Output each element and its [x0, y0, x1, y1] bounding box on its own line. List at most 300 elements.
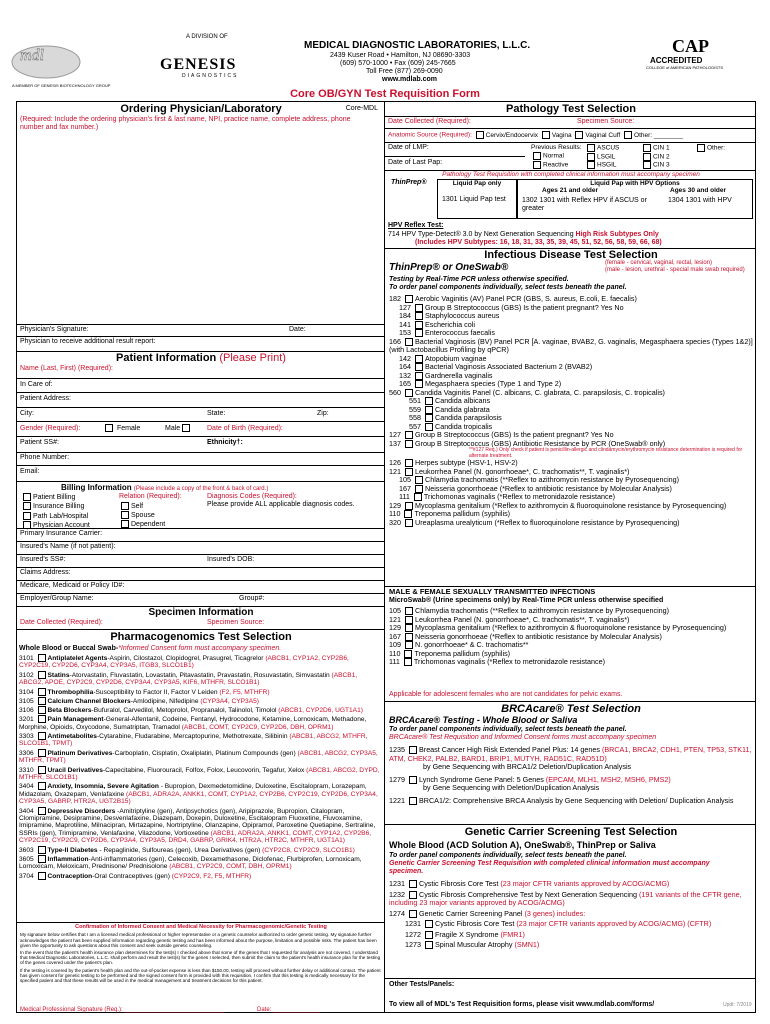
test-label: Gardnerella vaginalis — [425, 370, 493, 380]
test-label: Aerobic Vaginitis (AV) Panel PCR (GBS, S. aureus, E.coli, E. faecalis) — [415, 294, 637, 303]
test-714[interactable]: 714 HPV Type-Detect® 3.0 by Next Generation Sequencing High Risk Subtypes Only — [388, 231, 659, 238]
core-mdl-label: Core-MDL — [345, 105, 378, 112]
ethnicity-label: Ethnicity†: — [207, 439, 243, 446]
pgx-checkbox[interactable] — [38, 749, 46, 757]
test-checkbox[interactable] — [425, 397, 433, 405]
pgx-genes: (ABCB1, CYP1A2, CYP2B6, CYP2C19, CYP2D6, CYP3A4, CYP3A5, ITGB3, SLCO1B1) — [19, 654, 349, 670]
test-label: Lynch Syndrome Gene Panel: 5 Genes — [419, 774, 546, 784]
anatomic-option[interactable]: Other: ________ — [622, 132, 683, 139]
test-checkbox[interactable] — [415, 304, 423, 312]
pgx-drugs: -Cytarabine, Fludarabine, Mercaptopurine, Methotrexate, Silibinin — [96, 732, 290, 740]
liquid-hpv-box: Liquid Pap with HPV Options Ages 21 and older Ages 30 and older 1302 1301 with Reflex HPV if ASCUS or greater 1304 1301 with HPV — [517, 179, 753, 219]
patient-ssn-label: Patient SS#: — [20, 439, 59, 446]
pgx-test-item[interactable] — [19, 872, 381, 880]
test-checkbox[interactable] — [425, 414, 433, 422]
billing-options — [21, 493, 90, 530]
test-checkbox[interactable] — [425, 920, 433, 928]
test-label: Neisseria gonorrhoeae (*Reflex to antibiotic resistance by Molecular Analysis) — [415, 631, 662, 641]
sti-title: MALE & FEMALE SEXUALLY TRANSMITTED INFECTIONS — [389, 587, 596, 596]
test-label: Spinal Muscular Atrophy — [435, 940, 515, 949]
pgx-checkbox[interactable] — [38, 807, 46, 815]
genetic-subtitle: Whole Blood (ACD Solution A), OneSwab®, ThinPrep or Saliva — [389, 840, 656, 850]
rt-pcr-note: Testing by Real-Time PCR unless otherwise specified. — [389, 276, 569, 283]
test-checkbox[interactable] — [425, 931, 433, 939]
test-checkbox[interactable] — [405, 616, 413, 624]
test-checkbox[interactable] — [409, 776, 417, 784]
test-code: 111 — [389, 657, 402, 666]
pgx-checkbox[interactable] — [38, 654, 46, 662]
test-code: 137 — [389, 438, 403, 448]
other-result[interactable]: Other: — [695, 144, 725, 152]
test-label: Group B Streptococcus (GBS) Is the patient pregnant? Yes No — [425, 302, 624, 312]
phone-label: Phone Number: — [20, 454, 70, 461]
pgx-genes: (CYP3A4, CYP3A5) — [200, 697, 259, 705]
test-checkbox[interactable] — [405, 440, 413, 448]
test-code: 167 — [399, 483, 413, 493]
ordering-title: Ordering Physician/Laboratory — [120, 103, 282, 115]
test-range: (SMN1) — [514, 940, 540, 949]
billing-option[interactable]: Path Lab/Hospital — [21, 512, 90, 521]
genetic-test-item[interactable] — [389, 941, 753, 950]
pgx-name: Antiplatelet Agents — [47, 654, 108, 662]
test-code: 1232 — [389, 889, 407, 899]
test-checkbox[interactable] — [409, 880, 417, 888]
prev-reactive[interactable]: Reactive — [531, 161, 582, 170]
pgx-name: Pain Management — [47, 716, 104, 723]
member-note: A MEMBER OF GENESIS BIOTECHNOLOGY GROUP — [12, 83, 111, 88]
billing-option[interactable]: Physician Account — [21, 521, 90, 530]
pgx-test-item[interactable] — [19, 807, 381, 845]
test-checkbox[interactable] — [405, 519, 413, 527]
gender-male-option[interactable]: Male — [165, 424, 192, 433]
pgx-checkbox[interactable] — [38, 855, 46, 863]
insured-name-label: Insured's Name (if not patient): — [20, 543, 116, 550]
pgx-test-item[interactable] — [19, 749, 381, 765]
pgx-drugs: -Anti-inflammatories (gen), Celecoxib, Dexamethasone, Diclofenac, Flurbiprofen, Lornoxicam, Lornoxicam, Meloxicam, Prednisone/ Prednisolone — [19, 855, 362, 871]
pgx-genes: (ABCB1, ABCG2, APOE, CYP2C9, CYP2D6, CYP3A4, CYP3A5, KIF6, MTHFR, SLCO1B1) — [19, 671, 358, 686]
pgx-genes: (ABCB1, CYP2C9, COMT, DBH, OPRM1) — [169, 863, 292, 871]
test-checkbox[interactable] — [415, 312, 423, 320]
brca-test-item[interactable] — [389, 797, 753, 806]
test-checkbox[interactable] — [405, 459, 413, 467]
pgx-name: Antimetabolites — [47, 732, 97, 740]
test-code: 1274 — [389, 908, 407, 918]
genetic-test-item[interactable] — [389, 931, 753, 940]
pgx-list — [19, 654, 381, 881]
adolescent-note: Applicable for adolescent females who are not candidates for pelvic exams. — [389, 691, 623, 698]
consent-paragraph: In the event that the patient's health insurance plan determines for the test(s) I checked above that some of the genes that I requested for analysis are not covered, I understand that Medical Diagnostic Laboratories, L.L.C. shall perform and result the test(s) for the genes I selected, then submit the claim to the patient's health insurance plan for the testing of the genes covered under the patient's plan. — [20, 949, 381, 966]
test-code: 142 — [399, 353, 413, 363]
consent-box — [17, 922, 385, 1015]
pgx-test-item[interactable] — [19, 766, 381, 782]
female-checkbox[interactable] — [105, 424, 113, 432]
pgx-checkbox[interactable] — [38, 715, 46, 723]
test-checkbox[interactable] — [404, 510, 412, 518]
test-code: 1231 — [405, 919, 423, 928]
mdl-logo — [10, 38, 82, 82]
genetic-test-item[interactable] — [389, 880, 753, 889]
test-range: (FMR1) — [500, 929, 525, 939]
infectious-list — [389, 295, 753, 527]
pgx-name: Anxiety, Insomnia, Severe Agitation — [47, 783, 159, 790]
cin-option[interactable]: CIN 2 — [641, 153, 670, 162]
test-label: Bacterial Vaginosis Associated Bacterium 2 (BVAB2) — [425, 362, 593, 371]
anatomic-option[interactable]: Vagina — [540, 132, 572, 139]
test-label: Candida glabrata — [435, 404, 490, 414]
pgx-code: 3201 — [19, 716, 36, 723]
test-code: 558 — [409, 413, 423, 422]
consent-title: Confirmation of Informed Consent and Medical Necessity for Pharmacogenomic/Genetic Testing — [75, 924, 327, 930]
state-label: State: — [207, 410, 226, 417]
pgx-drugs: -Atorvastatin, Fluvastatin, Lovastatin, Pitavastatin, Pravastatin, Rosuvastatin, Simvastatin — [69, 671, 332, 679]
lab-website[interactable]: www.mdlab.com — [382, 76, 437, 83]
right-column — [384, 101, 756, 1013]
pgx-genes: (ABCB1, ADRA2A, ANKK1, COMT, CYP1A2, CYP2B6, CYP2C19, CYP2D6, CYP3A4, CYP3A5, GABRP, HTR2A, UGT2B15) — [19, 790, 378, 805]
gender-female-option[interactable]: Female — [103, 424, 140, 433]
pgx-code: 3102 — [19, 671, 36, 679]
pgx-checkbox[interactable] — [38, 766, 46, 774]
test-checkbox[interactable] — [415, 372, 423, 380]
pgx-drugs: -Carboplatin, Cisplatin, Oxaliplatin, Platinum Compounds (gen) — [112, 749, 298, 757]
test-code: 166 — [389, 336, 403, 346]
test-label: N. gonorrhoeae* & C. trachomatis** — [415, 640, 529, 649]
pgx-test-item[interactable] — [19, 706, 381, 714]
employer-label: Employer/Group Name: — [20, 595, 94, 602]
test-label: Chlamydia trachomatis (**Reflex to azithromycin resistance by Pyrosequencing) — [415, 606, 670, 615]
prev-normal[interactable]: Normal — [531, 152, 582, 161]
city-label: City: — [20, 410, 34, 417]
pgx-drugs: - Bupropion, Dexmedetomidine, Duloxetine, Escitalopram, Lorazepam, Midazolam, Oxazepam, Venlafaxine — [19, 783, 367, 798]
left-column — [16, 101, 384, 1013]
test-checkbox[interactable] — [415, 355, 423, 363]
claims-address-label: Claims Address: — [20, 569, 71, 576]
last-pap-label: Date of Last Pap: — [388, 159, 443, 166]
sti-list — [389, 607, 753, 667]
liquid-pap-only-box: Liquid Pap only 1301 Liquid Pap test — [437, 179, 517, 219]
consent-paragraph: My signature below certifies that I am a licensed medical professional or higher representative or a genetic counselor authorized to order genetic testing. My signature further acknowledges the patient has been supplied information regarding genetic testing and has been informed about the purpose, limitation and possible risks. The patient has been given the opportunity to ask questions about this consent and seek outside genetic counseling. — [20, 932, 377, 948]
test-checkbox[interactable] — [405, 502, 413, 510]
pgx-subtitle: Whole Blood or Buccal Swab-*Informed Consent form must accompany specimen. — [19, 645, 282, 652]
test-code: 182 — [389, 294, 403, 303]
pgx-genes: (ABCB1, ABCG2, CYP3A5, MTHFR, TPMT) — [19, 749, 378, 764]
cap-college: COLLEGE of AMERICAN PATHOLOGISTS — [646, 65, 723, 70]
test-checkbox[interactable] — [415, 363, 423, 371]
pgx-test-item[interactable] — [19, 846, 381, 854]
policy-id-label: Medicare, Medicaid or Policy ID#: — [20, 582, 125, 589]
hpv-subtypes: (Includes HPV Subtypes: 16, 18, 31, 33, 35, 39, 45, 51, 52, 56, 58, 59, 66, 68) — [415, 239, 662, 246]
prof-date-label[interactable]: Date: ______________ — [257, 1007, 320, 1013]
diagnosis-codes[interactable]: Diagnosis Codes (Required): Please provide ALL applicable diagnosis codes. — [207, 493, 355, 509]
test-label: Mycoplasma genitalium (*Reflex to azithromycin & fluoroquinolone resistance by Pyrosequencing) — [415, 500, 727, 510]
test-label: Escherichia coli — [425, 319, 475, 329]
path-source-label: Specimen Source: — [577, 118, 635, 125]
test-label: Group B Streptococcus (GBS) Is the patient pregnant? Yes No — [415, 430, 614, 439]
pgx-name: Beta Blockers — [47, 706, 92, 714]
test-label: Cystic Fibrosis Core Test — [435, 919, 517, 928]
test-label: Ureaplasma urealyticum (*Reflex to fluoroquinolone resistance by Pyrosequencing) — [415, 517, 680, 527]
test-code: 1235 — [389, 745, 407, 754]
pgx-test-item[interactable] — [19, 688, 381, 696]
pgx-code: 3704 — [19, 872, 36, 880]
test-label: Candida albicans — [435, 396, 491, 405]
test-checkbox[interactable] — [409, 797, 417, 805]
pgx-name: Platinum Derivatives — [47, 749, 113, 757]
sti-subtitle: MicroSwab® (Urine specimens only) by Real-Time PCR unless otherwise specified — [389, 597, 664, 604]
test-code: 129 — [389, 500, 403, 510]
lmp-label: Date of LMP: — [388, 144, 429, 151]
brca-test-item[interactable] — [389, 776, 753, 793]
brca-requirement: BRCAcare® Test Requisition and Informed Consent forms must accompany specimen — [389, 734, 657, 741]
pgx-test-item[interactable] — [19, 855, 381, 871]
test-checkbox[interactable] — [415, 476, 423, 484]
test-label: Breast Cancer High Risk Extended Panel Plus: 14 genes — [419, 745, 602, 754]
pgx-name: Statins — [47, 671, 70, 679]
pgx-drugs: -Aspirin, Cilostazol, Clopidogrel, Prasugrel, Ticagrelor — [107, 654, 266, 662]
pgx-drugs: -Susceptibility to Factor II, Factor V Leiden — [93, 688, 220, 696]
pgx-code: 3105 — [19, 697, 36, 705]
in-care-of-label: In Care of: — [20, 381, 53, 388]
lab-phone: (609) 570-1000 • Fax (609) 245-7665 — [340, 60, 456, 67]
test-code: 111 — [399, 492, 412, 501]
cap-logo — [644, 36, 754, 80]
genetic-test-item[interactable] — [389, 891, 753, 908]
test-1304[interactable]: 1304 1301 with HPV — [668, 197, 732, 204]
test-code: 1221 — [389, 795, 407, 805]
test-genes: (BRCA1, BRCA2, CDH1, PTEN, TP53, STK11, ATM, CHEK2, PALB2, BARD1, BRIP1, MUTYH, RAD51C, RAD51D) — [389, 745, 752, 763]
test-checkbox[interactable] — [415, 485, 423, 493]
test-code: 105 — [399, 475, 413, 484]
group-number-label: Group#: — [239, 595, 265, 602]
test-code: 141 — [399, 319, 413, 329]
test-checkbox[interactable] — [405, 431, 413, 439]
infectious-test-item[interactable] — [389, 338, 753, 355]
lab-tollfree: Toll Free (877) 269-0090 — [366, 68, 443, 75]
zip-label: Zip: — [317, 410, 329, 417]
pgx-test-item[interactable] — [19, 732, 381, 748]
pgx-test-item[interactable] — [19, 654, 381, 670]
test-checkbox[interactable] — [405, 633, 413, 641]
pgx-checkbox[interactable] — [38, 732, 46, 740]
pgx-code: 3603 — [19, 846, 36, 854]
ordering-physician-field[interactable] — [17, 142, 385, 322]
test-label: Genetic Carrier Screening Panel — [419, 908, 525, 918]
test-label: Treponema pallidum (syphilis) — [414, 648, 511, 658]
pgx-name: Thrombophilia — [47, 688, 94, 696]
pgx-drugs: -Oral Contraceptives (gen) — [92, 872, 172, 880]
test-label: Staphylococcus aureus — [425, 311, 500, 320]
genetic-order-note: To order panel components individually, select tests beneath the panel. — [389, 852, 627, 859]
test-code: 126 — [389, 458, 403, 467]
test-label: Mycoplasma genitalium (*Reflex to azithromycin & fluoroquinolone resistance by Pyrosequencing) — [415, 623, 727, 632]
test-checkbox[interactable] — [405, 624, 413, 632]
thinprep-oneswab: ThinPrep® or OneSwab® — [389, 262, 509, 273]
pgx-genes: (F2, F5, MTHFR) — [219, 688, 270, 696]
genetic-test-item[interactable] — [389, 920, 753, 929]
pgx-title: Pharmacogenomics Test Selection — [110, 631, 292, 643]
test-code: 127 — [389, 430, 403, 439]
pgx-checkbox[interactable] — [38, 688, 46, 696]
test-label: Cystic Fibrosis Core Test — [419, 879, 501, 888]
pgx-test-item[interactable] — [19, 715, 381, 731]
brca-title: BRCAcare® Test Selection — [501, 703, 641, 715]
test-label: Atopobium vaginae — [425, 353, 487, 363]
billing-option[interactable]: Insurance Billing — [21, 502, 90, 511]
anatomic-option[interactable]: Cervix/Endocervix — [474, 132, 538, 139]
other-tests-label[interactable]: Other Tests/Panels: — [389, 981, 455, 988]
additional-physician-label: Physician to receive additional result report: — [20, 338, 156, 345]
pgx-checkbox[interactable] — [38, 706, 46, 714]
patient-address-label: Patient Address: — [20, 395, 71, 402]
pgx-code: 3303 — [19, 732, 36, 740]
diagnostics-text: DIAGNOSTICS — [182, 73, 239, 79]
test-label: Leukorrhea Panel (N. gonorrhoeae*, C. trachomatis**, T. vaginalis*) — [415, 466, 630, 476]
form-title: Core OB/GYN Test Requisition Form — [290, 88, 480, 100]
relation-option[interactable]: Spouse — [119, 511, 182, 520]
specimen-source-label: Specimen Source: — [207, 619, 265, 626]
pgx-code: 3104 — [19, 688, 36, 696]
pgx-code: 3106 — [19, 706, 36, 714]
cin-option[interactable]: CIN 1 — [641, 144, 670, 153]
pgx-code: 3605 — [19, 855, 36, 863]
relation-options: Relation (Required): Self Spouse Dependent — [119, 493, 182, 529]
pgx-code: 3404 — [19, 783, 36, 790]
pgx-name: Calcium Channel Blockers — [47, 697, 131, 705]
test-label: Chlamydia trachomatis (**Reflex to azithromycin resistance by Pyrosequencing) — [425, 475, 680, 484]
pgx-checkbox[interactable] — [38, 872, 46, 880]
test-code: 110 — [389, 509, 403, 518]
test-checkbox[interactable] — [404, 650, 412, 658]
test-1302[interactable]: 1302 1301 with Reflex HPV if ASCUS or greater — [522, 197, 647, 213]
billing-option[interactable]: Patient Billing — [21, 493, 90, 502]
lab-name: MEDICAL DIAGNOSTIC LABORATORIES, L.L.C. — [304, 40, 531, 51]
lsgil-option[interactable]: LSGIL — [585, 153, 619, 162]
test-range: (23 major CFTR variants approved by ACOG/ACMG) (CFTR) — [516, 919, 712, 928]
insured-ssn-label: Insured's SS#: — [20, 556, 66, 563]
test-label: Fragile X Syndrome — [435, 929, 501, 939]
male-checkbox[interactable] — [182, 424, 190, 432]
sti-test-item[interactable] — [389, 658, 753, 667]
brca-list — [389, 746, 753, 809]
test-label: Herpes subtype (HSV-1, HSV-2) — [415, 458, 518, 467]
test-checkbox[interactable] — [415, 321, 423, 329]
ascus-option[interactable]: ASCUS — [585, 144, 619, 153]
patient-title: Patient Information (Please Print) — [116, 352, 286, 364]
pgx-checkbox[interactable] — [38, 671, 46, 679]
pgx-name: Depressive Disorders — [47, 807, 116, 815]
test-code: 1231 — [389, 879, 407, 888]
test-1301[interactable]: 1301 Liquid Pap test — [442, 196, 506, 203]
cin-option[interactable]: CIN 3 — [641, 161, 670, 170]
mdl-logo-icon — [10, 38, 82, 82]
test-code: 1279 — [389, 774, 407, 784]
pgx-genes: (ABCB1, ADRA2A, ANKK1, COMT, CYP1A2, CYP2B6, CYP2C19, CYP2C9, CYP2D6, CYP3A4, CYP3A5, DRD4, GABRP, GRIK4, HTR2A, HTR2C, MTHFR, UGT1A1) — [19, 829, 372, 845]
path-note: Pathology Test Requisition with completed clinical information must accompany specimen — [442, 171, 700, 178]
test-code: 184 — [399, 311, 413, 320]
anatomic-source-row: Anatomic Source (Required): Cervix/Endocervix Vagina Vaginal Cuff Other: ________ — [388, 131, 683, 139]
test-code: 167 — [389, 631, 403, 641]
test-genes: (EPCAM, MLH1, MSH2, MSH6, PMS2) — [545, 774, 671, 784]
pgx-code: 3404 — [19, 807, 36, 815]
test-label: Neisseria gonorrhoeae (*Reflex to antibiotic resistance by Molecular Analysis) — [425, 483, 672, 493]
hsgil-option[interactable]: HSGIL — [585, 161, 619, 170]
relation-option[interactable]: Dependent — [119, 520, 182, 529]
pgx-name: Inflammation — [47, 855, 89, 863]
hpv-reflex-label: HPV Reflex Test: — [388, 222, 444, 229]
pgx-drugs: -General-Alfentanil, Codeine, Fentanyl, Hydrocodone, Ketamine, Lornoxicam, Methadone, Morphine, Opioids, Oxycodone, Sumatriptan, Tramadol — [19, 716, 367, 731]
test-code: 164 — [399, 362, 413, 371]
test-label: Candida tropicalis — [435, 421, 493, 431]
cin-results — [641, 144, 670, 170]
test-checkbox[interactable] — [404, 658, 412, 666]
pgx-name: Type-II Diabetes — [47, 846, 98, 854]
forms-footer[interactable]: To view all of MDL's Test Requisition forms, please visit www.mdlab.com/forms/ — [389, 1001, 655, 1008]
pgx-checkbox[interactable] — [38, 697, 46, 705]
pgx-genes: (ABCB1, CYP2D6, UGT1A1) — [278, 706, 363, 714]
anatomic-option[interactable]: Vaginal Cuff — [573, 132, 620, 139]
brca-test-item[interactable] — [389, 746, 753, 772]
genesis-logo-text: GENESIS — [160, 56, 237, 73]
prof-signature-label[interactable]: Medical Professional Signature (Req.): ______________________________ — [20, 1007, 225, 1013]
infectious-title: Infectious Disease Test Selection — [484, 249, 658, 261]
pathology-title: Pathology Test Selection — [506, 103, 636, 115]
test-label: Trichomonas vaginalis (*Reflex to metronidazole resistance) — [413, 657, 606, 666]
test-code: 129 — [389, 623, 403, 632]
pgx-test-item[interactable] — [19, 671, 381, 687]
test-code: 105 — [389, 606, 403, 615]
brca-order-note: To order panel components individually, select tests beneath the panel. — [389, 726, 627, 733]
pgx-drugs: -Amitriptyline (gen), Antipsychotics (gen), Aripiprazole, Bupropion, Citalopram, Clomipramine, Desipramine, Desvenlafaxine, Diazepam, Doxepin, Duloxetine, Escitalopram Fluoxetine, Fluvoxamine, Imipramine, Maprotiline, Milnacipran, Mirtazapine, Nortriptyline, Olanzapine, Opipramol, Paroxetine Quetiapine, Sertraline, SSRIs (gen), Trimipramine, Venlafaxine, Vilazodone, Vortioxetine — [19, 807, 376, 837]
swab-notes: (female - cervical, vaginal, rectal, lesion) (male - lesion, urethral - special male swab required) — [605, 260, 745, 273]
pgx-drugs: -Bufuralol, Carvedilol, Metoprolol, Propranalol, Talinolol, Timolol — [91, 706, 279, 714]
brca-subtitle: BRCAcare® Testing - Whole Blood or Saliva — [389, 715, 578, 725]
test-label: Leukorrhea Panel (N. gonorrhoeae*, C. trachomatis**, T. vaginalis*) — [415, 614, 630, 624]
pgx-checkbox[interactable] — [38, 846, 46, 854]
gender-label: Gender (Required): — [20, 425, 81, 432]
test-code: 560 — [389, 387, 403, 397]
test-code: 110 — [389, 648, 403, 658]
insured-dob-label: Insured's DOB: — [207, 556, 255, 563]
billing-title: Billing Information (Please include a copy of the front & back of card.) — [61, 483, 269, 492]
cap-accredited: ACCREDITED — [650, 56, 703, 65]
test-checkbox[interactable] — [405, 607, 413, 615]
specimen-title: Specimen Information — [148, 607, 254, 618]
genetic-test-item[interactable] — [389, 910, 753, 919]
pgx-genes: (ABCB1, ABCG2, DYPD, MTHFR, SLCO1B1) — [19, 766, 380, 781]
test-code: 153 — [399, 328, 413, 337]
pgx-test-item[interactable] — [19, 782, 381, 805]
pgx-genes: (CYP2C9, F2, F5, MTHFR) — [171, 872, 252, 880]
test-label: Enterococcus faecalis — [425, 328, 495, 337]
test-checkbox[interactable] — [425, 406, 433, 414]
pgx-genes: (CYP2C8, CYP2C9, SLCO1B1) — [262, 846, 355, 854]
test-checkbox[interactable] — [425, 941, 433, 949]
test-label: Candida parapsilosis — [435, 413, 502, 422]
pgx-test-item[interactable] — [19, 697, 381, 705]
lab-address: 2439 Kuser Road • Hamilton, NJ 08690-3303 — [330, 52, 471, 59]
pgx-code: 3310 — [19, 766, 36, 774]
pgx-code: 3306 — [19, 749, 36, 757]
infectious-test-item[interactable] — [389, 519, 753, 528]
pgx-genes: (ABCB1, ABCG2, MTHFR, SLCO1B1, TPMT) — [19, 732, 368, 748]
relation-option[interactable]: Self — [119, 502, 182, 511]
test-checkbox[interactable] — [409, 910, 417, 918]
division-text: A DIVISION OF — [186, 34, 228, 40]
test-code: 165 — [399, 379, 413, 388]
genetic-title: Genetic Carrier Screening Test Selection — [464, 826, 678, 838]
ordering-requirements: (Required: Include the ordering physician's first & last name, NPI, practice name, complete address, phone number and fax number.) — [20, 116, 351, 132]
test-checkbox[interactable] — [405, 641, 413, 649]
pgx-checkbox[interactable] — [38, 782, 46, 790]
